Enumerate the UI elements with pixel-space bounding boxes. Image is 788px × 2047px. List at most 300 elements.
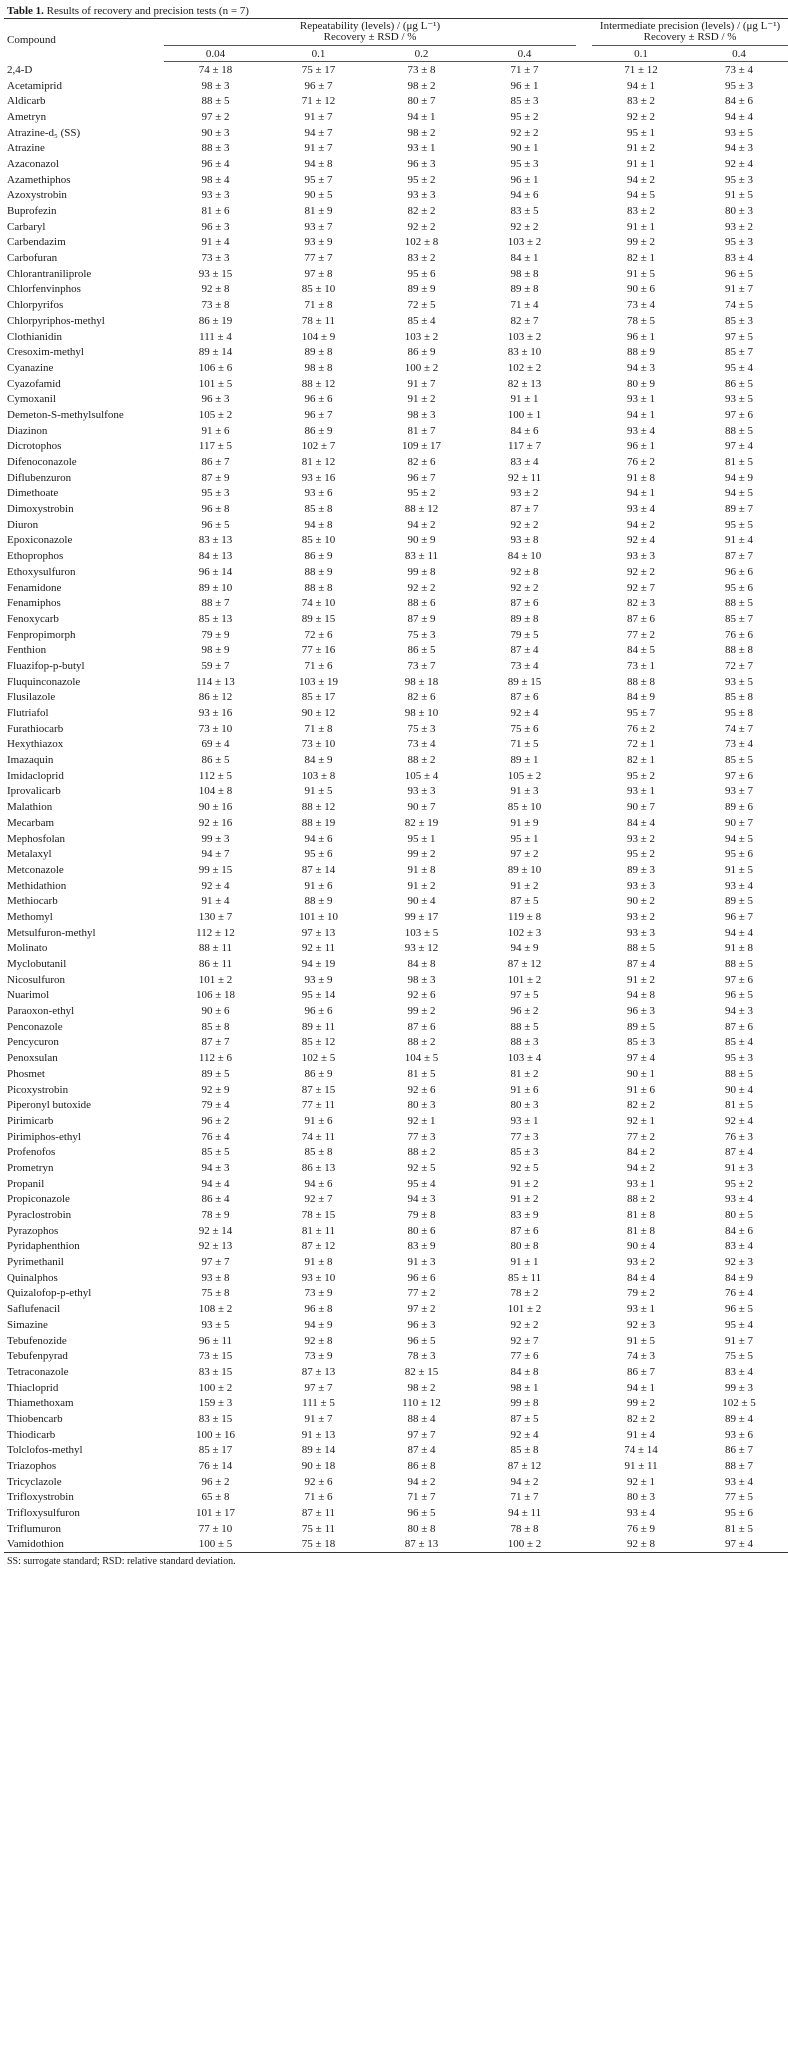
recovery-value: 82 ± 1 — [627, 252, 656, 265]
recovery-value: 98 ± 3 — [407, 973, 436, 986]
recovery-value: 77 ± 2 — [407, 1287, 436, 1300]
recovery-value: 71 ± 12 — [624, 63, 658, 76]
compound-name: Methidathion — [7, 879, 67, 892]
recovery-value: 95 ± 4 — [725, 1318, 754, 1331]
recovery-value: 84 ± 4 — [627, 1271, 656, 1284]
table-row — [4, 109, 788, 125]
recovery-value: 88 ± 5 — [725, 597, 754, 610]
table-row — [4, 533, 788, 549]
level-header: 0.4 — [473, 46, 576, 62]
column-gap — [576, 203, 592, 219]
column-gap — [576, 470, 592, 486]
table-row — [4, 391, 788, 407]
recovery-value: 93 ± 3 — [407, 785, 436, 798]
recovery-value: 94 ± 8 — [304, 518, 333, 531]
recovery-value: 93 ± 7 — [304, 220, 333, 233]
compound-name: Flusilazole — [7, 691, 56, 704]
recovery-value: 95 ± 3 — [725, 79, 754, 92]
repeatability-header-line2: Recovery ± RSD / % — [323, 31, 417, 43]
table-row — [4, 1521, 788, 1537]
recovery-value: 96 ± 8 — [304, 1303, 333, 1316]
table-body — [4, 62, 788, 1553]
recovery-value: 94 ± 9 — [304, 1318, 333, 1331]
recovery-value: 94 ± 5 — [627, 189, 656, 202]
column-gap — [576, 941, 592, 957]
recovery-value: 93 ± 6 — [304, 487, 333, 500]
recovery-value: 90 ± 16 — [198, 801, 233, 814]
recovery-value: 96 ± 5 — [407, 1334, 436, 1347]
recovery-value: 75 ± 3 — [407, 722, 436, 735]
recovery-value: 98 ± 18 — [404, 675, 439, 688]
table-row — [4, 1254, 788, 1270]
recovery-value: 88 ± 5 — [725, 1067, 754, 1080]
header-gap — [576, 46, 592, 62]
recovery-value: 104 ± 5 — [404, 1052, 439, 1065]
recovery-value: 80 ± 6 — [407, 1224, 436, 1237]
compound-name: Imidacloprid — [7, 769, 64, 782]
recovery-value: 93 ± 3 — [407, 189, 436, 202]
recovery-value: 88 ± 3 — [201, 142, 230, 155]
recovery-value: 98 ± 8 — [304, 361, 333, 374]
recovery-value: 94 ± 1 — [627, 79, 656, 92]
recovery-value: 81 ± 7 — [407, 424, 436, 437]
recovery-value: 110 ± 12 — [402, 1397, 441, 1410]
table-caption — [7, 5, 784, 18]
recovery-value: 96 ± 3 — [407, 1318, 436, 1331]
recovery-value: 91 ± 7 — [304, 1412, 333, 1425]
compound-name: Azoxystrobin — [7, 189, 67, 202]
recovery-value: 86 ± 7 — [201, 456, 230, 469]
recovery-value: 94 ± 7 — [304, 126, 333, 139]
column-gap — [576, 407, 592, 423]
compound-name: Flutriafol — [7, 707, 49, 720]
recovery-value: 84 ± 1 — [510, 252, 539, 265]
recovery-value: 101 ± 2 — [507, 973, 542, 986]
recovery-value: 89 ± 11 — [301, 1020, 336, 1033]
recovery-value: 84 ± 2 — [627, 1146, 656, 1159]
table-row — [4, 266, 788, 282]
column-gap — [576, 988, 592, 1004]
compound-name: Azamethiphos — [7, 173, 71, 186]
recovery-value: 96 ± 5 — [201, 518, 230, 531]
compound-name: Triflumuron — [7, 1522, 61, 1535]
recovery-value: 97 ± 2 — [510, 848, 539, 861]
recovery-value: 88 ± 8 — [627, 675, 656, 688]
column-gap — [576, 956, 592, 972]
recovery-value: 83 ± 13 — [198, 534, 233, 547]
recovery-value: 93 ± 8 — [201, 1271, 230, 1284]
compound-name: Picoxystrobin — [7, 1083, 69, 1096]
recovery-value: 87 ± 4 — [627, 958, 656, 971]
recovery-value: 85 ± 7 — [725, 346, 754, 359]
recovery-value: 91 ± 2 — [627, 973, 656, 986]
table-row — [4, 580, 788, 596]
recovery-value: 94 ± 1 — [627, 487, 656, 500]
recovery-value: 98 ± 3 — [201, 79, 230, 92]
column-gap — [576, 564, 592, 580]
table-row — [4, 1333, 788, 1349]
column-gap — [576, 533, 592, 549]
recovery-value: 89 ± 7 — [725, 503, 754, 516]
column-gap — [576, 1207, 592, 1223]
recovery-value: 91 ± 8 — [304, 1256, 333, 1269]
compound-name: Thiacloprid — [7, 1381, 59, 1394]
recovery-value: 74 ± 3 — [627, 1350, 656, 1363]
table-row — [4, 548, 788, 564]
compound-name: Fenthion — [7, 644, 47, 657]
recovery-value: 94 ± 8 — [627, 989, 656, 1002]
compound-name: Clothianidin — [7, 330, 62, 343]
recovery-value: 93 ± 1 — [407, 142, 436, 155]
recovery-value: 84 ± 9 — [627, 691, 656, 704]
recovery-value: 81 ± 5 — [725, 1522, 754, 1535]
column-gap — [576, 799, 592, 815]
recovery-value: 80 ± 8 — [407, 1522, 436, 1535]
recovery-value: 95 ± 3 — [725, 173, 754, 186]
column-gap — [576, 1458, 592, 1474]
recovery-value: 97 ± 7 — [407, 1428, 436, 1441]
table-row — [4, 1144, 788, 1160]
recovery-value: 82 ± 6 — [407, 456, 436, 469]
recovery-value: 84 ± 8 — [510, 1365, 539, 1378]
recovery-value: 97 ± 6 — [725, 973, 754, 986]
recovery-value: 77 ± 2 — [627, 628, 656, 641]
table-row — [4, 282, 788, 298]
recovery-value: 94 ± 3 — [201, 1161, 230, 1174]
compound-column-header: Compound — [7, 34, 56, 47]
recovery-value: 71 ± 6 — [304, 1491, 333, 1504]
table-row — [4, 1003, 788, 1019]
column-gap — [576, 846, 592, 862]
recovery-value: 75 ± 6 — [510, 722, 539, 735]
recovery-value: 79 ± 8 — [407, 1209, 436, 1222]
recovery-value: 83 ± 10 — [507, 346, 542, 359]
column-gap — [576, 1129, 592, 1145]
table-row — [4, 1239, 788, 1255]
recovery-value: 98 ± 1 — [510, 1381, 539, 1394]
recovery-value: 90 ± 6 — [201, 1005, 230, 1018]
table-row — [4, 1348, 788, 1364]
compound-name: Chlorantraniliprole — [7, 267, 92, 280]
recovery-value: 92 ± 6 — [407, 1083, 436, 1096]
recovery-value: 96 ± 7 — [407, 471, 436, 484]
column-gap — [576, 1192, 592, 1208]
recovery-value: 88 ± 12 — [301, 377, 336, 390]
recovery-value: 87 ± 5 — [510, 895, 539, 908]
recovery-value: 81 ± 2 — [510, 1067, 539, 1080]
compound-name: Metconazole — [7, 863, 64, 876]
recovery-value: 98 ± 2 — [407, 79, 436, 92]
recovery-value: 103 ± 2 — [507, 236, 542, 249]
compound-name: Piperonyl butoxide — [7, 1099, 92, 1112]
recovery-value: 95 ± 4 — [407, 1177, 436, 1190]
recovery-value: 92 ± 2 — [627, 565, 656, 578]
recovery-value: 93 ± 5 — [725, 126, 754, 139]
table-row — [4, 172, 788, 188]
recovery-value: 78 ± 9 — [201, 1209, 230, 1222]
table-row — [4, 988, 788, 1004]
recovery-value: 90 ± 7 — [725, 816, 754, 829]
recovery-value: 159 ± 3 — [198, 1397, 233, 1410]
table-row — [4, 909, 788, 925]
recovery-value: 92 ± 4 — [201, 879, 230, 892]
recovery-value: 93 ± 2 — [627, 832, 656, 845]
recovery-value: 95 ± 3 — [725, 236, 754, 249]
recovery-value: 71 ± 7 — [510, 63, 539, 76]
recovery-value: 88 ± 4 — [407, 1412, 436, 1425]
recovery-value: 84 ± 6 — [725, 95, 754, 108]
recovery-value: 130 ± 7 — [198, 910, 233, 923]
recovery-value: 79 ± 5 — [510, 628, 539, 641]
table-row — [4, 784, 788, 800]
compound-name: Azaconazol — [7, 157, 59, 170]
recovery-value: 92 ± 2 — [510, 518, 539, 531]
compound-name: Vamidothion — [4, 1537, 164, 1553]
column-gap — [576, 297, 592, 313]
intermediate-header-line2: Recovery ± RSD / % — [643, 31, 737, 43]
compound-name: Malathion — [7, 801, 53, 814]
compound-name: Diuron — [7, 518, 39, 531]
recovery-value: 95 ± 2 — [627, 848, 656, 861]
header-gap — [576, 19, 592, 46]
column-gap — [576, 1364, 592, 1380]
recovery-value: 92 ± 6 — [407, 989, 436, 1002]
recovery-value: 95 ± 14 — [301, 989, 336, 1002]
recovery-value: 89 ± 15 — [301, 612, 336, 625]
recovery-value: 96 ± 14 — [198, 565, 233, 578]
recovery-value: 91 ± 8 — [407, 863, 436, 876]
table-row — [4, 1066, 788, 1082]
column-gap — [576, 1427, 592, 1443]
recovery-value: 97 ± 5 — [725, 330, 754, 343]
recovery-value: 83 ± 4 — [725, 1365, 754, 1378]
recovery-value: 95 ± 7 — [304, 173, 333, 186]
recovery-value: 85 ± 5 — [725, 754, 754, 767]
column-gap — [576, 439, 592, 455]
compound-name: Imazaquin — [7, 754, 54, 767]
recovery-value: 91 ± 1 — [510, 393, 539, 406]
recovery-value: 83 ± 5 — [510, 205, 539, 218]
recovery-value: 83 ± 2 — [407, 252, 436, 265]
recovery-value: 91 ± 2 — [510, 1177, 539, 1190]
recovery-value: 91 ± 1 — [627, 157, 656, 170]
recovery-value: 97 ± 8 — [304, 267, 333, 280]
column-gap — [576, 1082, 592, 1098]
table-row — [4, 93, 788, 109]
compound-name: Aldicarb — [7, 95, 46, 108]
recovery-value: 93 ± 3 — [627, 550, 656, 563]
compound-name: Fenpropimorph — [7, 628, 76, 641]
recovery-value: 77 ± 2 — [627, 1130, 656, 1143]
recovery-value: 92 ± 1 — [627, 1114, 656, 1127]
recovery-value: 87 ± 9 — [201, 471, 230, 484]
recovery-value: 77 ± 10 — [198, 1522, 233, 1535]
recovery-value: 65 ± 8 — [201, 1491, 230, 1504]
compound-name: Carbofuran — [7, 252, 58, 265]
recovery-value: 100 ± 2 — [404, 361, 439, 374]
recovery-value: 103 ± 2 — [404, 330, 439, 343]
recovery-value: 81 ± 5 — [725, 1099, 754, 1112]
recovery-value: 112 ± 6 — [198, 1052, 233, 1065]
table-row — [4, 893, 788, 909]
column-gap — [576, 1286, 592, 1302]
recovery-value: 95 ± 2 — [407, 487, 436, 500]
compound-name: Difenoconazole — [7, 456, 77, 469]
recovery-value: 80 ± 9 — [627, 377, 656, 390]
compound-name: Cyanazine — [7, 361, 54, 374]
recovery-value: 92 ± 7 — [510, 1334, 539, 1347]
recovery-value: 96 ± 3 — [407, 157, 436, 170]
column-gap — [576, 1490, 592, 1506]
compound-name: Thiobencarb — [7, 1412, 63, 1425]
recovery-value: 95 ± 6 — [725, 848, 754, 861]
recovery-value: 94 ± 11 — [507, 1507, 542, 1520]
column-gap — [576, 62, 592, 78]
recovery-value: 84 ± 4 — [627, 816, 656, 829]
recovery-value: 105 ± 4 — [404, 769, 439, 782]
recovery-value: 95 ± 2 — [510, 110, 539, 123]
recovery-value: 93 ± 8 — [510, 534, 539, 547]
recovery-value: 96 ± 5 — [725, 267, 754, 280]
recovery-value: 83 ± 4 — [725, 252, 754, 265]
table-row — [4, 376, 788, 392]
column-gap — [576, 1348, 592, 1364]
recovery-value: 99 ± 3 — [201, 832, 230, 845]
column-gap — [576, 627, 592, 643]
recovery-value: 103 ± 19 — [298, 675, 339, 688]
recovery-value: 100 ± 2 — [198, 1381, 233, 1394]
recovery-value: 97 ± 13 — [301, 926, 336, 939]
recovery-value: 95 ± 3 — [201, 487, 230, 500]
table-row — [4, 1035, 788, 1051]
recovery-value: 92 ± 2 — [510, 126, 539, 139]
recovery-value: 74 ± 5 — [725, 299, 754, 312]
column-gap — [576, 1097, 592, 1113]
recovery-value: 97 ± 4 — [725, 440, 754, 453]
recovery-value: 96 ± 5 — [725, 1303, 754, 1316]
compound-name: Atrazine — [7, 142, 45, 155]
table-row — [4, 737, 788, 753]
recovery-value: 84 ± 9 — [304, 754, 333, 767]
recovery-value: 87 ± 6 — [407, 1020, 436, 1033]
column-gap — [576, 1176, 592, 1192]
table-row — [4, 329, 788, 345]
recovery-value: 88 ± 2 — [407, 1036, 436, 1049]
table-row — [4, 62, 788, 78]
recovery-value: 96 ± 11 — [198, 1334, 233, 1347]
recovery-value: 94 ± 5 — [725, 832, 754, 845]
column-gap — [576, 1521, 592, 1537]
compound-name: Prometryn — [7, 1161, 54, 1174]
recovery-value: 94 ± 8 — [304, 157, 333, 170]
recovery-value: 92 ± 8 — [592, 1537, 690, 1553]
recovery-value: 74 ± 7 — [725, 722, 754, 735]
recovery-value: 92 ± 9 — [201, 1083, 230, 1096]
table-row — [4, 313, 788, 329]
recovery-value: 85 ± 3 — [725, 314, 754, 327]
recovery-value: 86 ± 5 — [407, 644, 436, 657]
recovery-value: 86 ± 13 — [301, 1161, 336, 1174]
table-row — [4, 486, 788, 502]
table-row — [4, 846, 788, 862]
recovery-value: 92 ± 4 — [510, 707, 539, 720]
compound-name: Propanil — [7, 1177, 45, 1190]
recovery-value: 101 ± 17 — [195, 1507, 236, 1520]
table-row — [4, 140, 788, 156]
recovery-value: 96 ± 6 — [304, 1005, 333, 1018]
recovery-value: 76 ± 2 — [627, 722, 656, 735]
table-row — [4, 1537, 788, 1553]
recovery-value: 80 ± 5 — [725, 1209, 754, 1222]
column-gap — [576, 454, 592, 470]
column-gap — [576, 1239, 592, 1255]
table-row — [4, 1364, 788, 1380]
table-row — [4, 125, 788, 141]
compound-name: Cresoxim-methyl — [7, 346, 84, 359]
compound-name: Ametryn — [7, 110, 47, 123]
recovery-value: 76 ± 6 — [725, 628, 754, 641]
table-row — [4, 1082, 788, 1098]
column-gap — [576, 250, 592, 266]
compound-name: Tetraconazole — [7, 1365, 69, 1378]
column-gap — [576, 501, 592, 517]
recovery-value: 85 ± 11 — [507, 1271, 542, 1284]
recovery-value: 96 ± 5 — [725, 989, 754, 1002]
recovery-value: 87 ± 9 — [407, 612, 436, 625]
compound-name: Pirimicarb — [7, 1114, 54, 1127]
recovery-value: 91 ± 13 — [301, 1428, 336, 1441]
table-row — [4, 1129, 788, 1145]
column-gap — [576, 878, 592, 894]
compound-name: Molinato — [7, 942, 48, 955]
column-gap — [576, 329, 592, 345]
recovery-value: 77 ± 11 — [301, 1099, 336, 1112]
level-header: 0.04 — [164, 46, 267, 62]
recovery-value: 91 ± 5 — [627, 267, 656, 280]
recovery-value: 95 ± 2 — [725, 1177, 754, 1190]
recovery-value: 88 ± 8 — [304, 581, 333, 594]
recovery-value: 85 ± 5 — [201, 1146, 230, 1159]
level-header: 0.4 — [690, 46, 788, 62]
recovery-value: 95 ± 8 — [725, 707, 754, 720]
table-row — [4, 752, 788, 768]
recovery-value: 82 ± 19 — [404, 816, 439, 829]
recovery-value: 91 ± 7 — [725, 283, 754, 296]
compound-name: Hexythiazox — [7, 738, 64, 751]
compound-name: Ethoprophos — [7, 550, 64, 563]
recovery-value: 81 ± 11 — [301, 1224, 336, 1237]
recovery-value: 94 ± 2 — [407, 518, 436, 531]
recovery-value: 94 ± 2 — [510, 1475, 539, 1488]
compound-name: Simazine — [7, 1318, 48, 1331]
recovery-value: 96 ± 4 — [201, 157, 230, 170]
recovery-value: 81 ± 9 — [304, 205, 333, 218]
compound-name: Chlorfenvinphos — [7, 283, 81, 296]
recovery-value: 84 ± 10 — [507, 550, 542, 563]
recovery-value: 72 ± 5 — [407, 299, 436, 312]
recovery-value: 91 ± 8 — [627, 471, 656, 484]
recovery-value: 73 ± 4 — [407, 738, 436, 751]
recovery-value: 88 ± 2 — [407, 754, 436, 767]
recovery-value: 96 ± 2 — [201, 1475, 230, 1488]
recovery-value: 93 ± 1 — [627, 1177, 656, 1190]
recovery-value: 73 ± 9 — [304, 1287, 333, 1300]
recovery-value: 99 ± 8 — [407, 565, 436, 578]
compound-name: Pencycuron — [7, 1036, 59, 1049]
recovery-value: 86 ± 9 — [304, 1067, 333, 1080]
recovery-value: 93 ± 3 — [627, 879, 656, 892]
recovery-value: 103 ± 8 — [301, 769, 336, 782]
